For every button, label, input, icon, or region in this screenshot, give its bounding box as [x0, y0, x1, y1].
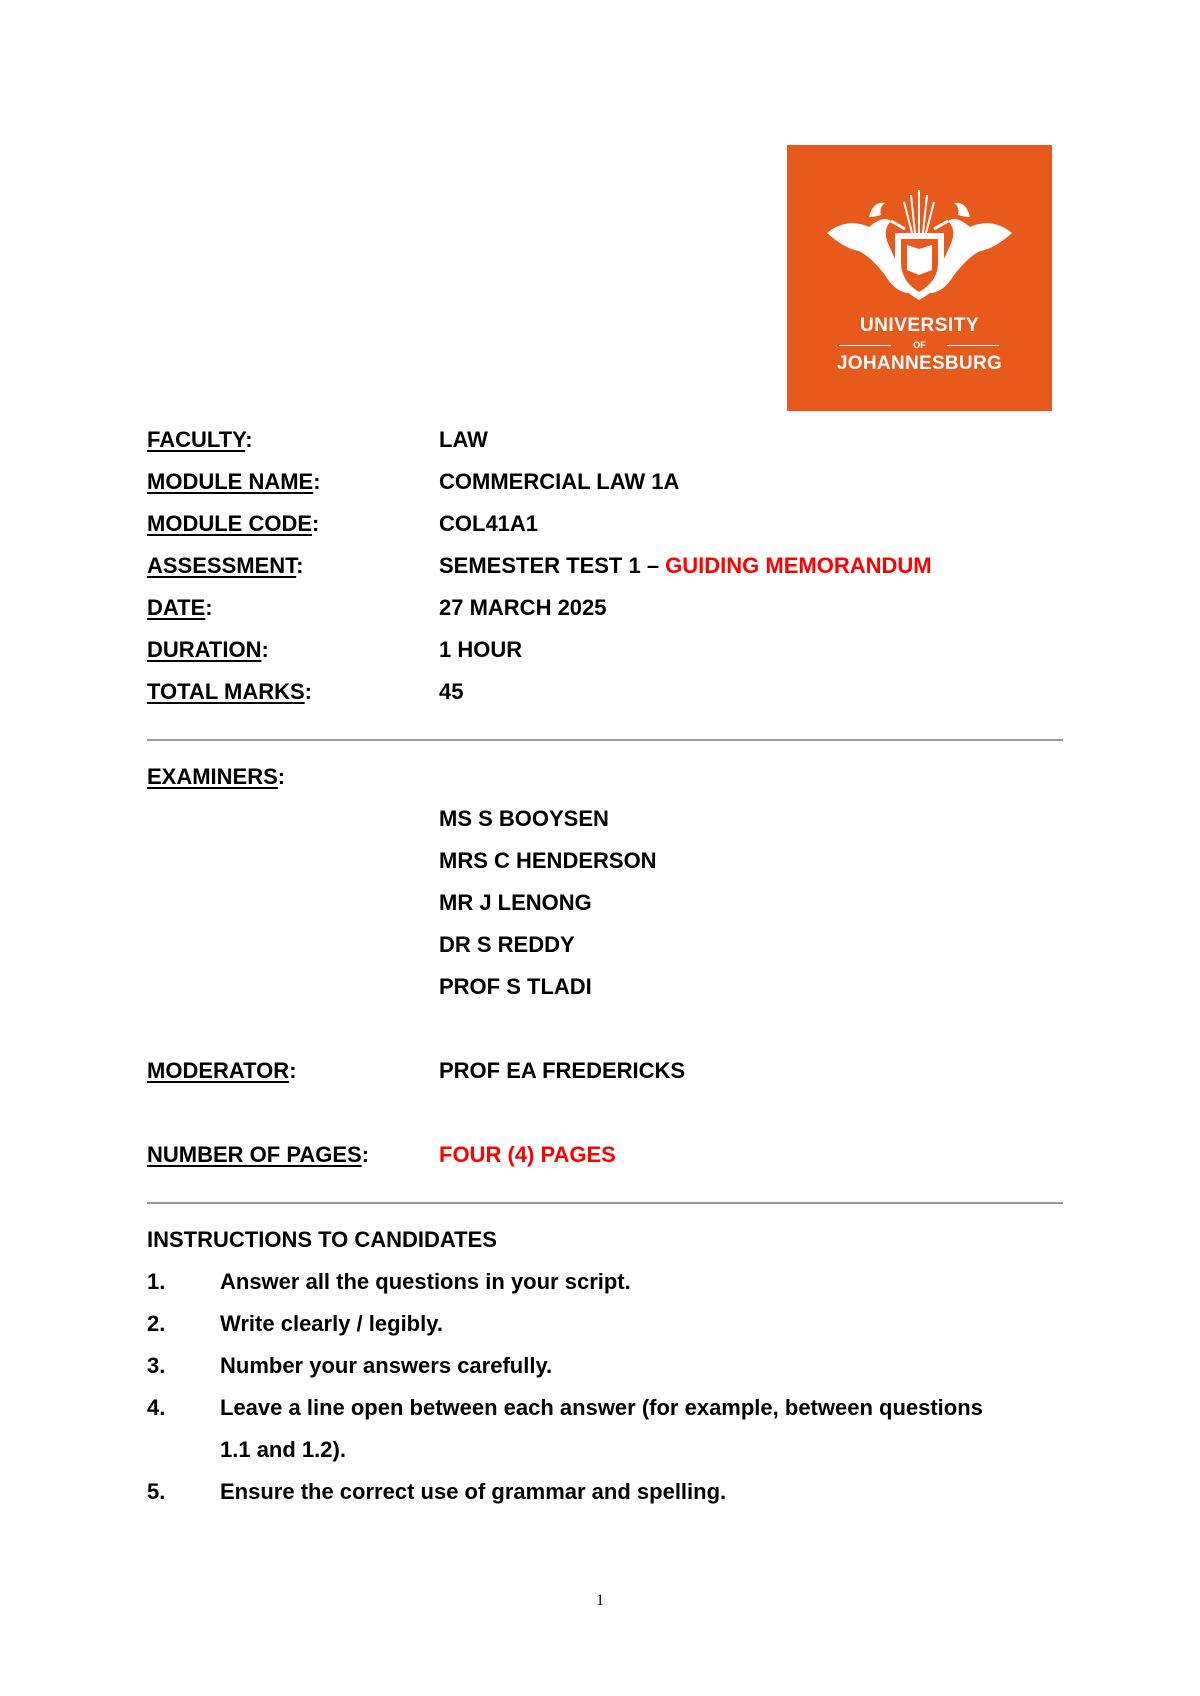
instruction-item — [147, 1479, 726, 1505]
instruction-text: Leave a line open between each answer (for example, between questions — [220, 1395, 983, 1420]
instruction-text: Number your answers carefully. — [220, 1353, 553, 1378]
instruction-item-continued — [147, 1437, 346, 1463]
university-logo — [787, 145, 1052, 411]
page-number: 1 — [596, 1592, 604, 1609]
field-value: LAW — [439, 427, 488, 452]
field-value: SEMESTER TEST 1 – — [439, 553, 666, 578]
field-value: COL41A1 — [439, 511, 539, 536]
pages-value: FOUR (4) PAGES — [439, 1142, 616, 1167]
logo-text-of: OF — [913, 340, 926, 350]
moderator-value: PROF EA FREDERICKS — [439, 1058, 686, 1083]
instruction-item — [147, 1311, 443, 1337]
examiner-row — [147, 806, 609, 832]
field-date: DATE: 27 MARCH 2025 — [147, 595, 607, 620]
moderator-label: MODERATOR — [147, 1058, 290, 1083]
field-label: FACULTY — [147, 427, 246, 452]
examiner-name: MS S BOOYSEN — [439, 806, 609, 831]
divider-bottom — [147, 1202, 1063, 1204]
examiner-row — [147, 848, 657, 874]
field-label: TOTAL MARKS — [147, 679, 305, 704]
field-label: MODULE NAME — [147, 469, 314, 494]
field-label: MODULE CODE — [147, 511, 312, 536]
field-faculty: FACULTY: LAW — [147, 427, 488, 452]
field-assessment: ASSESSMENT: SEMESTER TEST 1 – GUIDING MEMORANDUM — [147, 553, 932, 578]
examiner-name: MRS C HENDERSON — [439, 848, 657, 873]
instruction-text: Write clearly / legibly. — [220, 1311, 443, 1336]
field-label: DATE — [147, 595, 206, 620]
field-value: 45 — [439, 679, 464, 704]
instruction-text: 1.1 and 1.2). — [220, 1437, 346, 1462]
instruction-text: Answer all the questions in your script. — [220, 1269, 631, 1294]
instruction-number: 2. — [147, 1311, 166, 1336]
examiner-name: DR S REDDY — [439, 932, 575, 957]
examiners-label: EXAMINERS — [147, 764, 278, 789]
field-label: ASSESSMENT — [147, 553, 297, 578]
field-module-name: MODULE NAME: COMMERCIAL LAW 1A — [147, 469, 680, 494]
examiner-name: MR J LENONG — [439, 890, 592, 915]
field-value: 27 MARCH 2025 — [439, 595, 607, 620]
examiner-name: PROF S TLADI — [439, 974, 592, 999]
pages-label: NUMBER OF PAGES — [147, 1142, 362, 1167]
instructions-title: INSTRUCTIONS TO CANDIDATES — [147, 1227, 497, 1252]
field-label: DURATION — [147, 637, 262, 662]
field-total-marks: TOTAL MARKS: 45 — [147, 679, 464, 704]
field-duration: DURATION: 1 HOUR — [147, 637, 523, 662]
examiners-heading: EXAMINERS: — [147, 764, 286, 789]
instruction-text: Ensure the correct use of grammar and spelling. — [220, 1479, 727, 1504]
divider-top — [147, 739, 1063, 741]
instruction-number: 3. — [147, 1353, 166, 1378]
field-moderator: MODERATOR: PROF EA FREDERICKS — [147, 1058, 686, 1083]
field-number-of-pages: NUMBER OF PAGES: FOUR (4) PAGES — [147, 1142, 616, 1167]
instruction-item — [147, 1269, 631, 1295]
logo-divider-right — [947, 345, 999, 346]
logo-text-university: UNIVERSITY — [859, 315, 980, 336]
examiner-row — [147, 974, 592, 1000]
field-module-code: MODULE CODE: COL41A1 — [147, 511, 539, 536]
instruction-number: 5. — [147, 1479, 166, 1504]
logo-text-johannesburg: JOHANNESBURG — [836, 353, 1003, 374]
instruction-number: 1. — [147, 1269, 166, 1294]
memorandum-highlight: GUIDING MEMORANDUM — [665, 553, 932, 578]
instruction-item — [147, 1353, 552, 1379]
field-value: COMMERCIAL LAW 1A — [439, 469, 680, 494]
field-value: 1 HOUR — [439, 637, 523, 662]
instruction-item — [147, 1395, 983, 1421]
instruction-number: 4. — [147, 1395, 166, 1420]
examiner-row — [147, 932, 575, 958]
examiner-row — [147, 890, 592, 916]
